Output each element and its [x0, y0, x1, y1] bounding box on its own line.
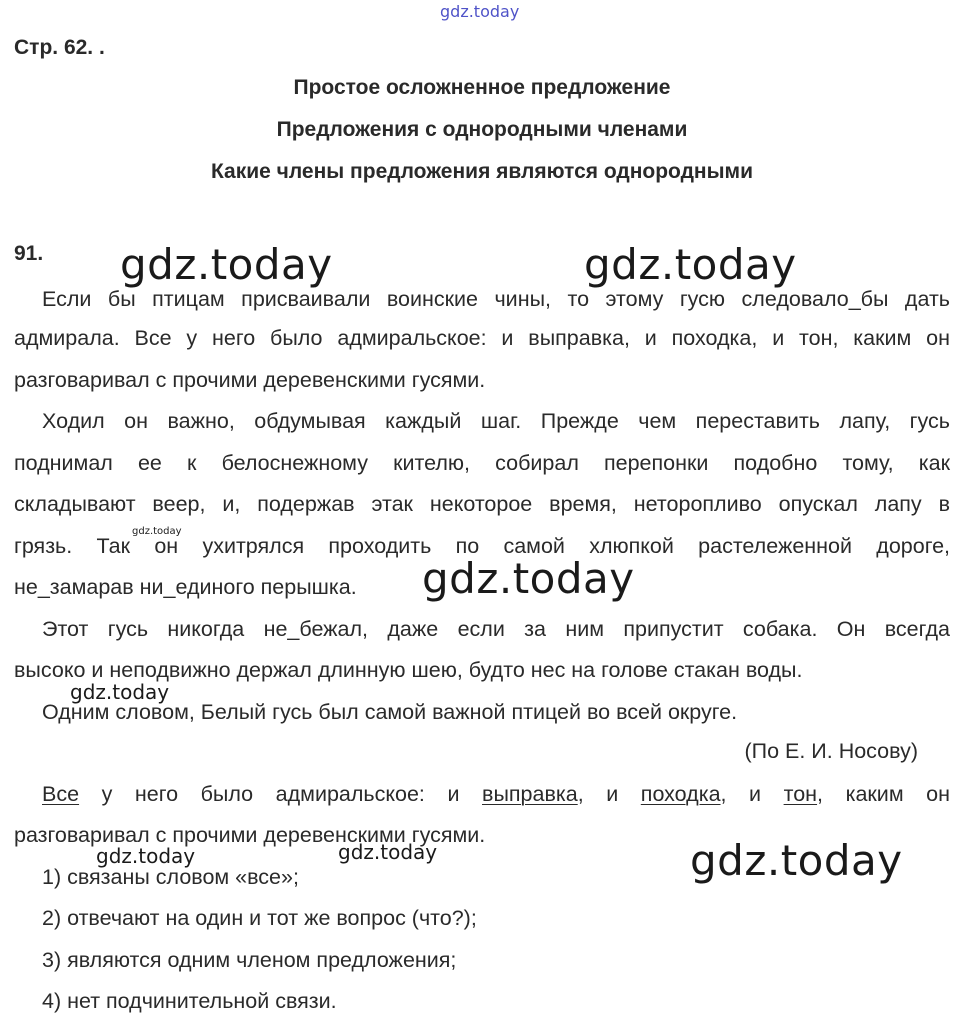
author-attribution: (По Е. И. Носову)	[744, 739, 918, 763]
homogeneous-member: тон	[783, 782, 818, 806]
text-line: поднимал ее к белоснежному кителю, собирал перепонки подобно тому, как	[14, 451, 950, 475]
reason-item: 2) отвечают на один и тот же вопрос (что?);	[42, 906, 477, 930]
topic-title: Какие члены предложения являются однородными	[210, 160, 753, 183]
homogeneous-member: походка	[640, 782, 721, 806]
analysis-text: , и	[577, 782, 641, 806]
homogeneous-member: выправка	[482, 782, 578, 806]
text-line: высоко и неподвижно держал длинную шею, будто нес на голове стакан воды.	[14, 658, 803, 682]
subsection-title: Предложения с однородными членами	[276, 118, 688, 141]
reason-item: 4) нет подчинительной связи.	[42, 989, 337, 1013]
text-line: не_замарав ни_единого перышка.	[14, 575, 357, 599]
text-line: грязь. Так он ухитрялся проходить по самой хлюпкой растележенной дороге,	[14, 534, 950, 558]
reason-item: 1) связаны словом «все»;	[42, 865, 299, 889]
text-line: Одним словом, Белый гусь был самой важной птицей во всей округе.	[42, 700, 738, 724]
analysis-sentence-end: разговаривал с прочими деревенскими гусями.	[14, 823, 486, 847]
watermark-small-3: gdz.today	[338, 840, 438, 864]
page-reference: Стр. 62. .	[14, 36, 105, 59]
analysis-text: , каким он	[817, 782, 950, 806]
analysis-text: , и	[720, 782, 784, 806]
text-line: складывают веер, и, подержав этак некоторое время, неторопливо опускал лапу в	[14, 492, 950, 516]
underlined-word: Все	[42, 782, 80, 806]
reason-item: 3) являются одним членом предложения;	[42, 948, 457, 972]
watermark-large-1: gdz.today	[120, 240, 333, 289]
text-line: Если бы птицам присваивали воинские чины, то этому гусю следовало_бы дать	[42, 287, 950, 311]
watermark-large-3: gdz.today	[422, 554, 635, 603]
watermark-top: gdz.today	[440, 2, 520, 21]
section-title: Простое осложненное предложение	[293, 76, 671, 99]
text-line: Этот гусь никогда не_бежал, даже если за ним припустит собака. Он всегда	[42, 617, 950, 641]
watermark-small-1: gdz.today	[70, 680, 170, 704]
analysis-text: у него было адмиральское: и	[79, 782, 483, 806]
watermark-large-2: gdz.today	[584, 240, 797, 289]
text-line: Ходил он важно, обдумывая каждый шаг. Прежде чем переставить лапу, гусь	[42, 409, 950, 433]
task-number: 91.	[14, 242, 44, 265]
watermark-large-4: gdz.today	[690, 836, 903, 885]
analysis-sentence	[42, 781, 950, 807]
text-line: адмирала. Все у него было адмиральское: и выправка, и походка, и тон, каким он	[14, 326, 950, 350]
watermark-tiny: gdz.today	[132, 526, 182, 537]
watermark-small-2: gdz.today	[96, 844, 196, 868]
text-line: разговаривал с прочими деревенскими гусями.	[14, 368, 486, 392]
